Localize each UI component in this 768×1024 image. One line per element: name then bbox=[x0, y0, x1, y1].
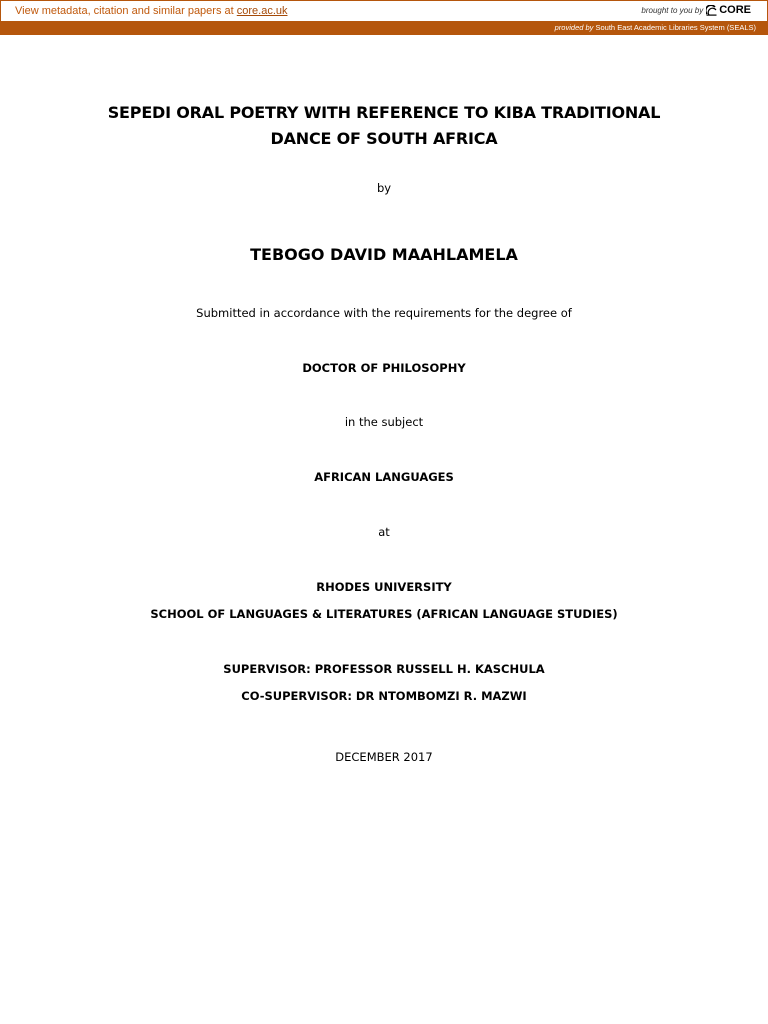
degree-text: DOCTOR OF PHILOSOPHY bbox=[302, 361, 466, 375]
submitted-text: Submitted in accordance with the requirements for the degree of bbox=[196, 306, 572, 320]
by-text: by bbox=[376, 181, 392, 195]
core-banner bbox=[0, 0, 768, 35]
supervisor-text: SUPERVISOR: PROFESSOR RUSSELL H. KASCHULA bbox=[223, 662, 545, 676]
at-text: at bbox=[378, 525, 390, 539]
author-name: TEBOGO DAVID MAAHLAMELA bbox=[250, 245, 518, 264]
provided-by-source: South East Academic Libraries System (SEALS) bbox=[593, 23, 756, 32]
core-ac-uk-link[interactable]: core.ac.uk bbox=[236, 5, 288, 17]
core-banner-bottom bbox=[0, 21, 768, 35]
view-metadata-text bbox=[15, 5, 288, 17]
thesis-title-line-2: DANCE OF SOUTH AFRICA bbox=[270, 129, 498, 148]
date-text: DECEMBER 2017 bbox=[335, 750, 433, 764]
co-supervisor-text: CO-SUPERVISOR: DR NTOMBOMZI R. MAZWI bbox=[241, 689, 527, 703]
brought-to-you-by bbox=[641, 4, 751, 16]
core-logo[interactable] bbox=[706, 4, 751, 16]
view-metadata-label: View metadata, citation and similar papers at bbox=[15, 5, 237, 17]
thesis-title-line-1: SEPEDI ORAL POETRY WITH REFERENCE TO KIBA TRADITIONAL bbox=[107, 103, 661, 122]
in-subject-text: in the subject bbox=[344, 415, 424, 429]
core-logo-icon bbox=[706, 5, 717, 16]
provided-by-text bbox=[555, 23, 756, 32]
core-banner-top bbox=[0, 0, 768, 22]
core-logo-text: CORE bbox=[719, 4, 751, 16]
brought-to-you-by-label: brought to you by bbox=[641, 5, 704, 15]
subject-text: AFRICAN LANGUAGES bbox=[314, 470, 454, 484]
university-text: RHODES UNIVERSITY bbox=[316, 580, 452, 594]
provided-by-label: provided by bbox=[554, 23, 594, 32]
school-text: SCHOOL OF LANGUAGES & LITERATURES (AFRICAN LANGUAGE STUDIES) bbox=[150, 607, 618, 621]
